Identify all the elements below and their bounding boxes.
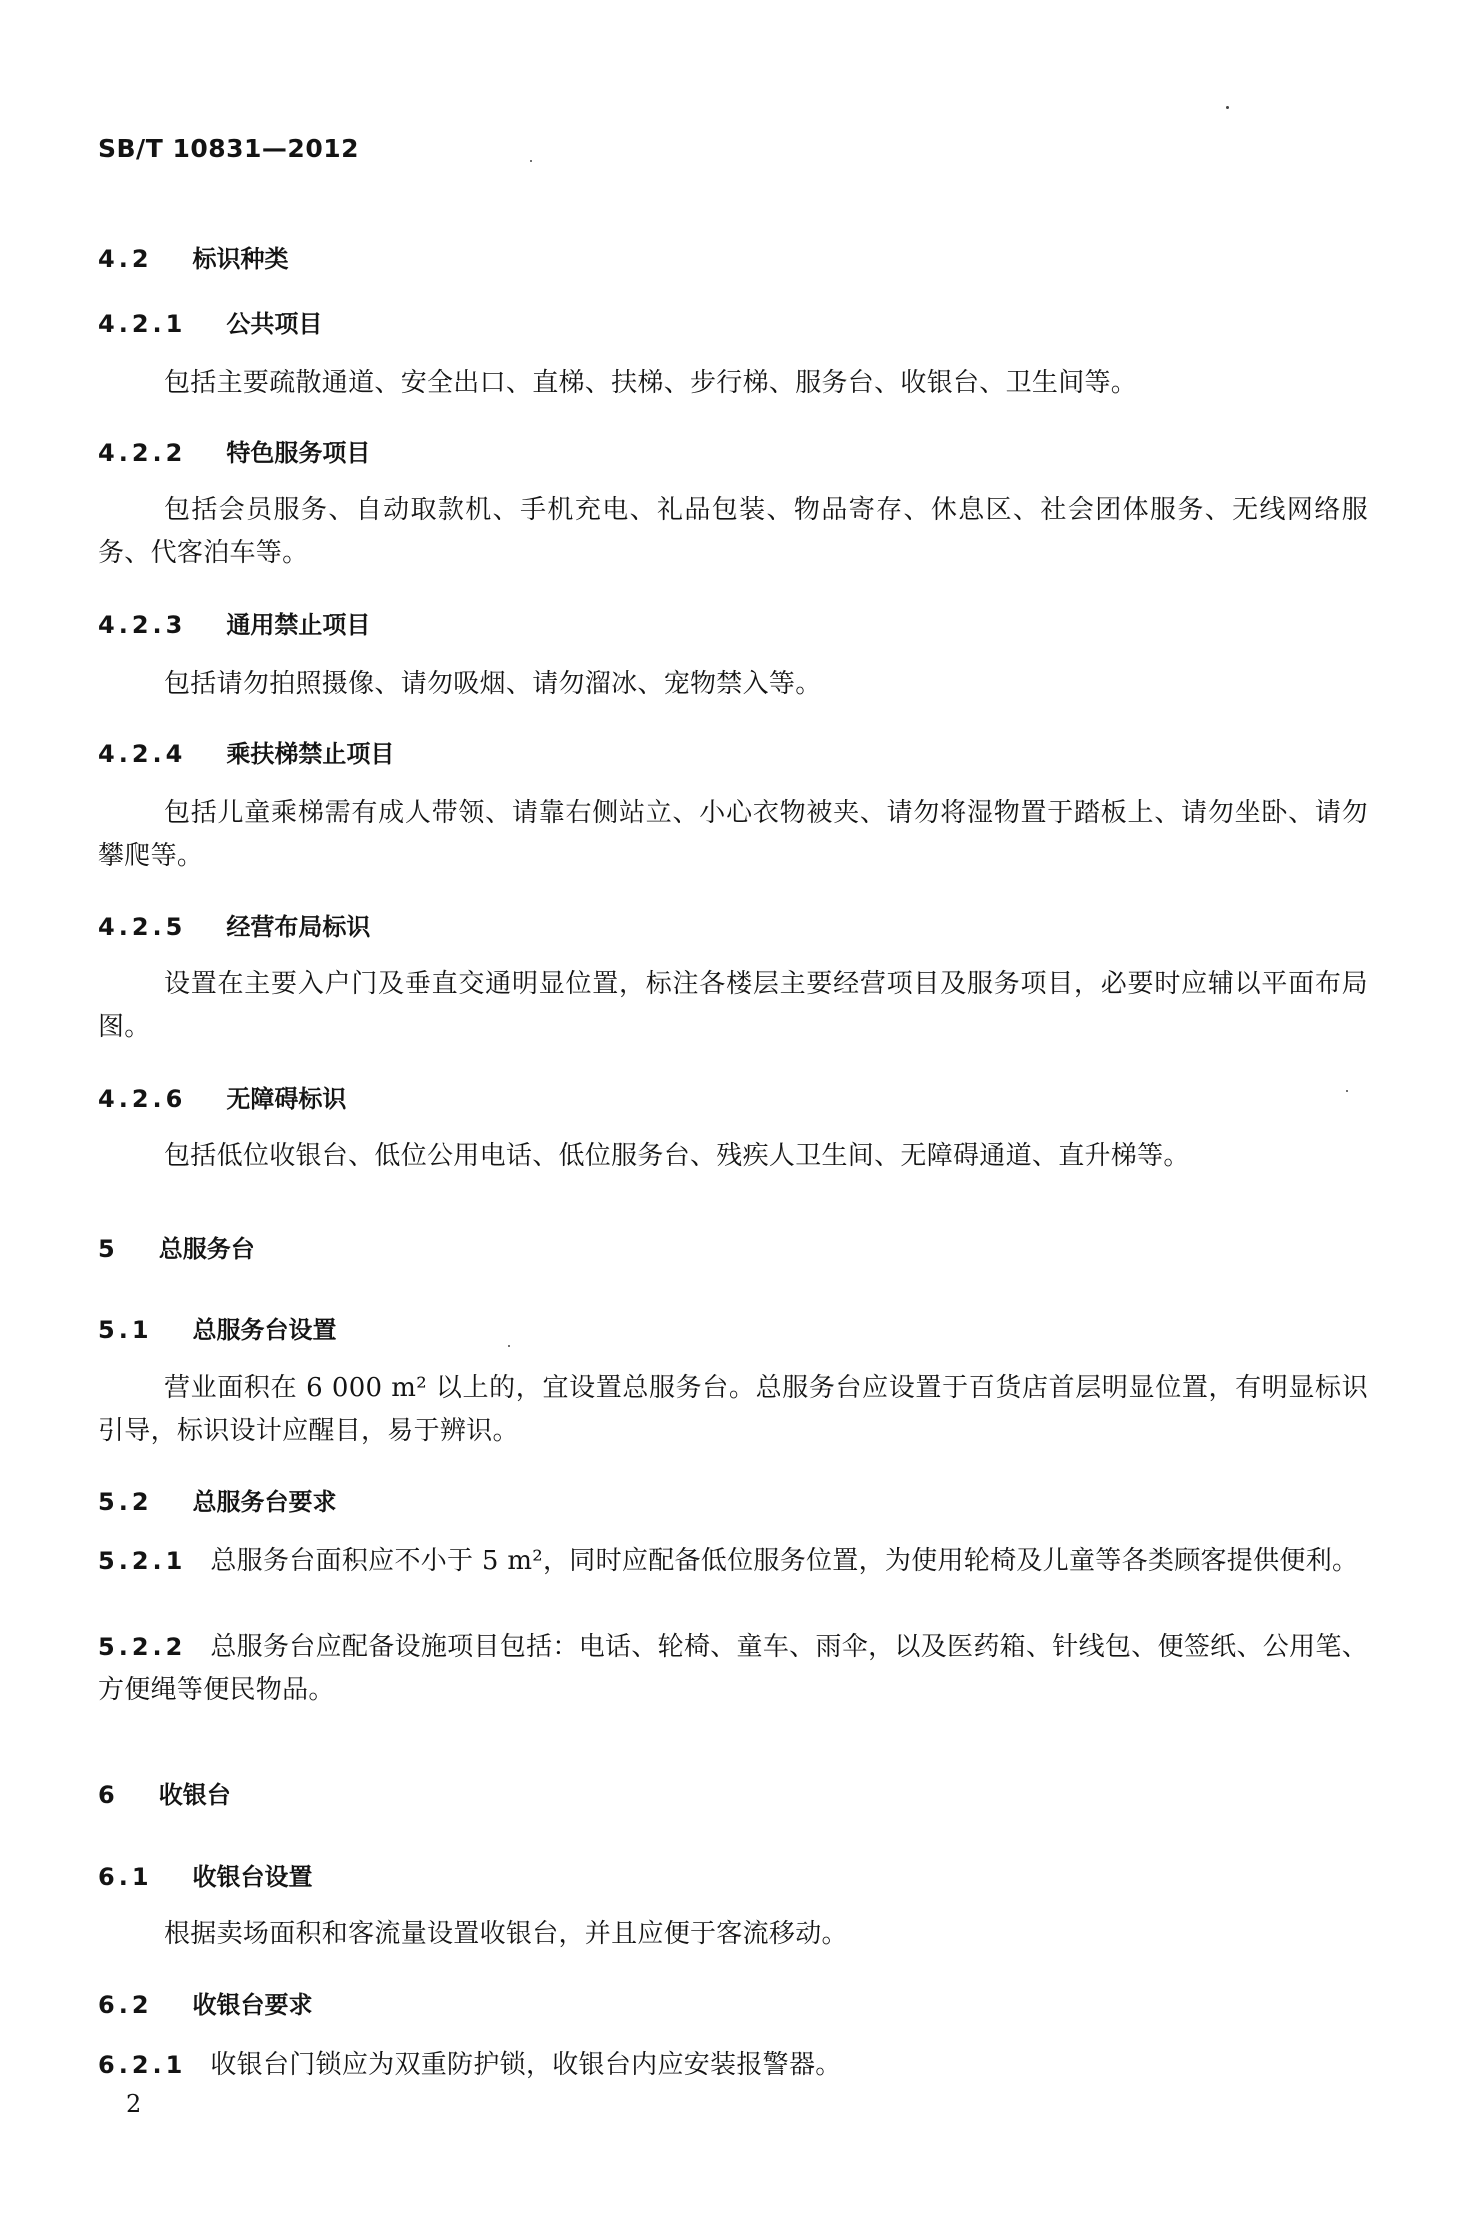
section-heading-5	[98, 1229, 255, 1264]
paragraph-4-2-5: 设置在主要入户门及垂直交通明显位置，标注各楼层主要经营项目及服务项目，必要时应辅以平面布局图。	[98, 969, 1368, 1042]
section-number: 6.2	[98, 1991, 153, 2019]
section-title: 收银台要求	[192, 1991, 313, 2019]
scan-speck	[530, 160, 532, 162]
section-heading-4-2-3	[98, 605, 370, 640]
clause-text: 总服务台应配备设施项目包括：电话、轮椅、童车、雨伞，以及医药箱、针线包、便签纸、公用笔、方便绳等便民物品。	[98, 1632, 1368, 1705]
paragraph-4-2-3: 包括请勿拍照摄像、请勿吸烟、请勿溜冰、宠物禁入等。	[164, 669, 822, 699]
section-title: 特色服务项目	[226, 439, 371, 467]
section-number: 4.2	[98, 245, 153, 273]
section-title: 总服务台	[158, 1235, 255, 1263]
paragraph-6-1: 根据卖场面积和客流量设置收银台，并且应便于客流移动。	[164, 1919, 848, 1949]
section-title: 经营布局标识	[226, 913, 371, 941]
standard-code: SB/T 10831—2012	[98, 134, 360, 163]
section-heading-4-2-1	[98, 304, 322, 339]
section-heading-4-2	[98, 239, 289, 274]
section-heading-5-2	[98, 1482, 337, 1517]
section-heading-6-1	[98, 1857, 313, 1892]
paragraph-4-2-2: 包括会员服务、自动取款机、手机充电、礼品包装、物品寄存、休息区、社会团体服务、无线网络服务、代客泊车等。	[98, 495, 1368, 568]
clause-number: 6.2.1	[98, 2051, 187, 2079]
clause-number: 5.2.2	[98, 1633, 187, 1661]
section-title: 标识种类	[192, 245, 289, 273]
clause-5-2-2	[98, 1626, 1368, 1712]
section-number: 5	[98, 1235, 119, 1263]
scan-speck	[1226, 106, 1229, 109]
scan-speck	[508, 1345, 510, 1347]
section-title: 公共项目	[226, 310, 323, 338]
clause-number: 5.2.1	[98, 1547, 187, 1575]
section-title: 总服务台要求	[192, 1488, 337, 1516]
section-number: 4.2.6	[98, 1085, 187, 1113]
page-number: 2	[126, 2090, 142, 2118]
section-heading-5-1	[98, 1310, 337, 1345]
clause-6-2-1	[98, 2044, 1368, 2087]
paragraph-4-2-4: 包括儿童乘梯需有成人带领、请靠右侧站立、小心衣物被夹、请勿将湿物置于踏板上、请勿坐卧、请勿攀爬等。	[98, 798, 1368, 871]
paragraph-4-2-1: 包括主要疏散通道、安全出口、直梯、扶梯、步行梯、服务台、收银台、卫生间等。	[164, 368, 1138, 398]
section-number: 4.2.3	[98, 611, 187, 639]
paragraph-4-2-6: 包括低位收银台、低位公用电话、低位服务台、残疾人卫生间、无障碍通道、直升梯等。	[164, 1141, 1190, 1171]
section-heading-6	[98, 1775, 231, 1810]
section-number: 4.2.4	[98, 740, 187, 768]
clause-text: 收银台门锁应为双重防护锁，收银台内应安装报警器。	[210, 2050, 842, 2080]
section-number: 5.1	[98, 1316, 153, 1344]
section-heading-4-2-5	[98, 907, 370, 942]
section-heading-4-2-4	[98, 734, 394, 769]
section-title: 无障碍标识	[226, 1085, 347, 1113]
section-title: 收银台	[158, 1781, 231, 1809]
clause-text: 总服务台面积应不小于 5 m²，同时应配备低位服务位置，为使用轮椅及儿童等各类顾客提供便利。	[210, 1546, 1359, 1576]
section-title: 总服务台设置	[192, 1316, 337, 1344]
section-title: 乘扶梯禁止项目	[226, 740, 395, 768]
paragraph-5-1: 营业面积在 6 000 m² 以上的，宜设置总服务台。总服务台应设置于百货店首层明显位置，有明显标识引导，标识设计应醒目，易于辨识。	[98, 1373, 1368, 1446]
section-number: 4.2.1	[98, 310, 187, 338]
section-number: 5.2	[98, 1488, 153, 1516]
section-heading-4-2-2	[98, 433, 370, 468]
clause-5-2-1	[98, 1540, 1368, 1583]
section-number: 6	[98, 1781, 119, 1809]
section-number: 4.2.2	[98, 439, 187, 467]
section-number: 6.1	[98, 1863, 153, 1891]
scan-speck	[1346, 1090, 1348, 1092]
section-title: 通用禁止项目	[226, 611, 371, 639]
section-heading-4-2-6	[98, 1079, 346, 1114]
section-heading-6-2	[98, 1985, 313, 2020]
section-title: 收银台设置	[192, 1863, 313, 1891]
section-number: 4.2.5	[98, 913, 187, 941]
